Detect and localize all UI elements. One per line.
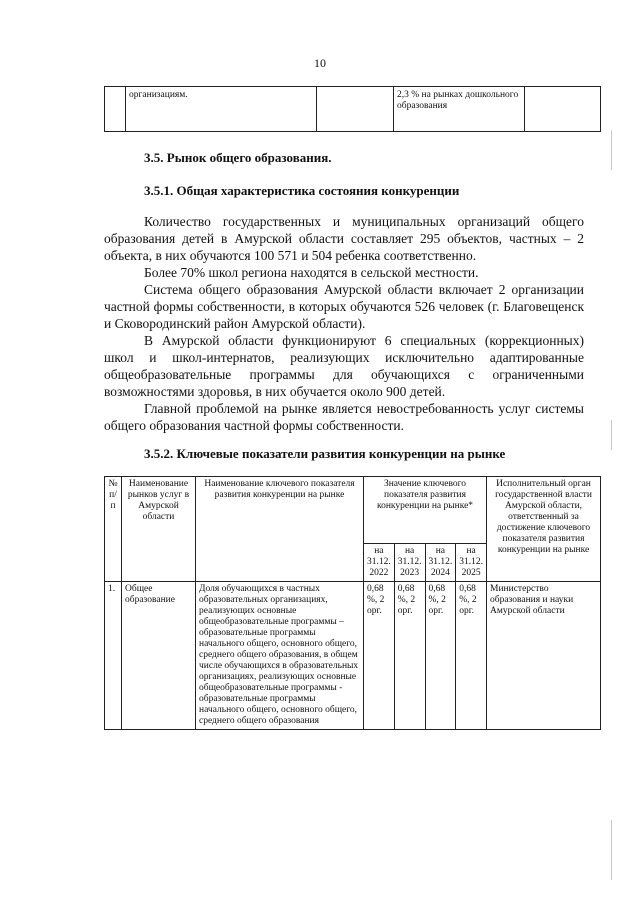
table-cell: организациям. (126, 87, 317, 132)
header-year: на 31.12. 2022 (364, 544, 395, 582)
header-indicator: Наименование ключевого показателя развития конкуренции на рынке (196, 477, 364, 582)
table-cell (525, 87, 601, 132)
header-year: на 31.12. 2025 (456, 544, 487, 582)
table-cell: 2,3 % на рынках дошкольного образования (394, 87, 525, 132)
page-number: 10 (314, 56, 326, 70)
paragraph: В Амурской области функционируют 6 специальных (коррекционных) школ и школ-интернатов, реализующих исключительно адаптированные общеобразовательные программы для обучающихся с ограниченными возможностями здоровья, в них обучается около 900 детей. (104, 333, 584, 399)
paragraph: Количество государственных и муниципальных организаций общего образования детей в Амурской области составляет 295 объектов, частных – 2 объекта, в них обучаются 100 571 и 504 ребенка соответственно. (104, 214, 584, 263)
scan-artifact (611, 420, 612, 450)
header-num: № п/п (105, 477, 122, 582)
header-year: на 31.12. 2023 (394, 544, 425, 582)
section-text (104, 213, 584, 434)
paragraph: Система общего образования Амурской области включает 2 организации частной формы собственности, в которых обучаются 526 человек (г. Благовещенск и Сковородинский район Амурской области). (104, 282, 584, 331)
row-market: Общее образование (122, 582, 196, 730)
scan-artifact (611, 130, 612, 170)
row-value: 0,68 %, 2 орг. (364, 582, 395, 730)
row-num: 1. (105, 582, 122, 730)
subsection-heading: 3.5.1. Общая характеристика состояния конкуренции (144, 183, 460, 198)
continued-table (104, 86, 601, 132)
scan-artifact (611, 820, 612, 880)
row-value: 0,68 %, 2 орг. (394, 582, 425, 730)
indicators-table (104, 476, 601, 730)
paragraph: Главной проблемой на рынке является невостребованность услуг системы общего образования частной формы собственности. (104, 401, 584, 433)
header-value: Значение ключевого показателя развития конкуренции на рынке* (364, 477, 487, 544)
subsection-heading: 3.5.2. Ключевые показатели развития конкуренции на рынке (144, 446, 506, 461)
paragraph: Более 70% школ региона находятся в сельской местности. (144, 265, 479, 280)
header-executor: Исполнительный орган государственной власти Амурской области, ответственный за достижение ключевого показателя развития конкуренции на рынке (487, 477, 601, 582)
table-cell (317, 87, 394, 132)
table-row (105, 582, 601, 730)
table-cell (105, 87, 126, 132)
section-heading: 3.5. Рынок общего образования. (144, 150, 332, 165)
row-value: 0,68 %, 2 орг. (456, 582, 487, 730)
row-indicator: Доля обучающихся в частных образовательных организациях, реализующих основные общеобразовательные программы – образовательные программы начального общего, основного общего, среднего общего образования, в общем числе обучающихся в образовательных организациях, реализующих основные общеобразовательные программы - образовательные программы начального общего, основного общего, среднего общего образования (196, 582, 364, 730)
row-executor: Министерство образования и науки Амурской области (487, 582, 601, 730)
header-market: Наименование рынков услуг в Амурской области (122, 477, 196, 582)
header-year: на 31.12. 2024 (425, 544, 456, 582)
row-value: 0,68 %, 2 орг. (425, 582, 456, 730)
